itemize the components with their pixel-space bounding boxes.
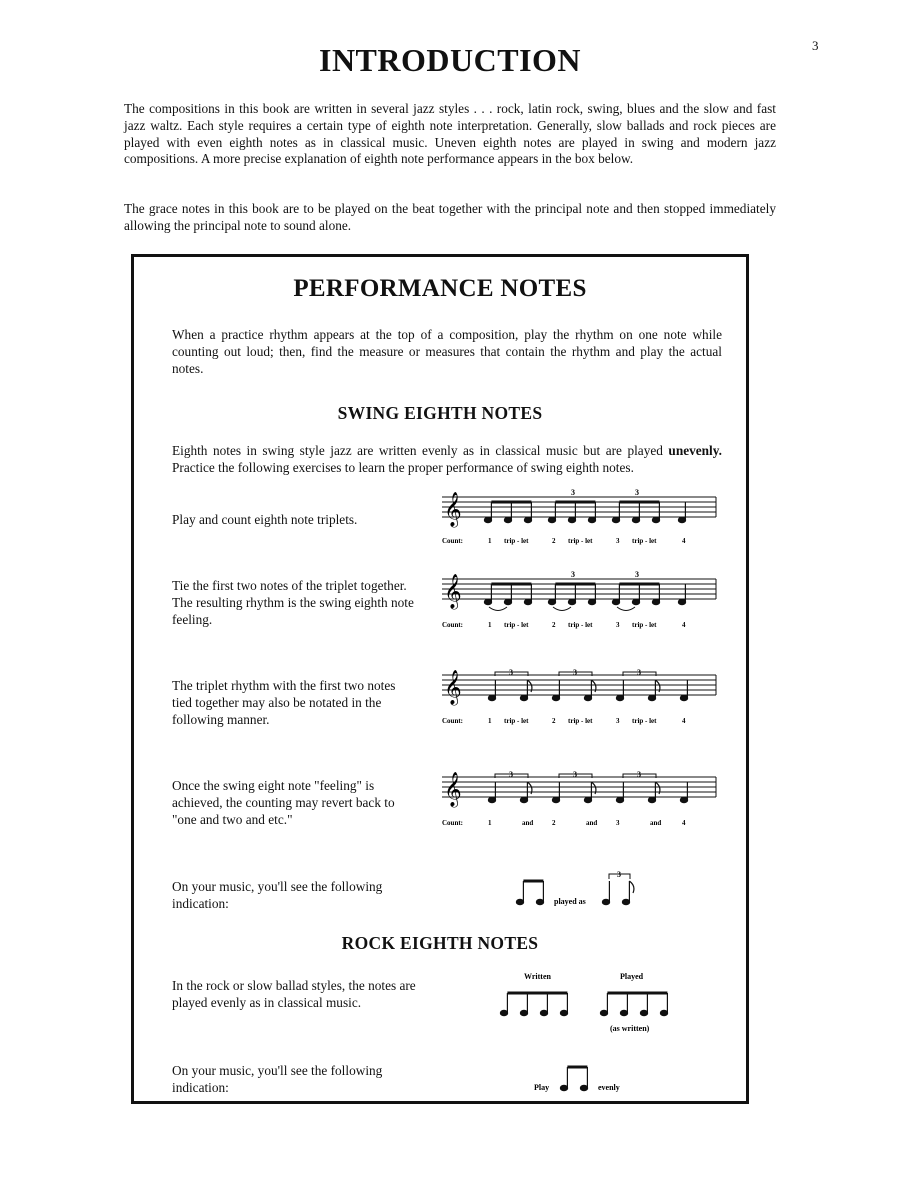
rock-text: In the rock or slow ballad styles, the notes are played evenly as in classical music. xyxy=(172,978,416,1010)
treble-clef-icon: 𝄞 xyxy=(444,671,462,704)
triplet-number: 3 xyxy=(635,571,639,579)
count-1: 1 xyxy=(488,537,492,545)
count-3: 3 xyxy=(616,621,620,629)
played-as-label: played as xyxy=(554,897,586,906)
intro-paragraph-1: The compositions in this book are written in several jazz styles . . . rock, latin rock, swing, blues and the slow and fast jazz waltz. Each style requires a certain type of eighth note interpretation. Generally, slow ballads and rock pieces are played with even eighth notes as in classical music. Uneven eighth notes are played in swing and modern jazz compositions. A more precise explanation of eighth note performance appears in the box below. xyxy=(124,101,776,167)
eighth-note-pair-icon xyxy=(560,1067,587,1091)
written-eighth-notes xyxy=(500,993,567,1016)
count-4: 4 xyxy=(682,819,686,827)
rock-written-played-notation xyxy=(498,969,688,1039)
count-1: 1 xyxy=(488,717,492,725)
count-2: 2 xyxy=(552,717,556,725)
count-trip-let: trip - let xyxy=(568,537,593,545)
rock-heading: ROCK EIGHTH NOTES xyxy=(341,933,539,953)
count-trip-let: trip - let xyxy=(632,537,657,545)
intro-paragraph-2: The grace notes in this book are to be played on the beat together with the principal note and then stopped immediately allowing the principal note to sound alone. xyxy=(124,201,776,233)
count-label: Count: xyxy=(442,717,464,725)
swing-indication-text: On your music, you'll see the following indication: xyxy=(172,879,383,911)
swing-example-4-text: Once the swing eight note "feeling" is achieved, the counting may revert back to "one and two and etc." xyxy=(172,778,395,827)
swing-example-2-notation xyxy=(442,571,726,633)
written-label: Written xyxy=(524,972,551,981)
count-trip-let: trip - let xyxy=(504,537,529,545)
triplet-number: 3 xyxy=(509,668,513,677)
treble-clef-icon: 𝄞 xyxy=(444,493,462,526)
treble-clef-icon: 𝄞 xyxy=(444,773,462,806)
count-2: 2 xyxy=(552,621,556,629)
count-3: 3 xyxy=(616,819,620,827)
staff xyxy=(442,777,716,797)
triplet-number: 3 xyxy=(571,571,575,579)
performance-notes-title: PERFORMANCE NOTES xyxy=(293,275,587,302)
as-written-label: (as written) xyxy=(610,1024,650,1033)
staff xyxy=(442,579,716,599)
triplet-number: 3 xyxy=(617,870,621,879)
played-eighth-notes xyxy=(600,993,667,1016)
count-2: 2 xyxy=(552,819,556,827)
swing-example-1-notation xyxy=(442,489,726,551)
count-label: Count: xyxy=(442,819,464,827)
staff xyxy=(442,675,716,695)
swing-intro xyxy=(172,443,722,477)
eighth-note-pair-icon xyxy=(516,881,543,905)
played-label: Played xyxy=(620,972,644,981)
count-trip-let: trip - let xyxy=(568,621,593,629)
swing-heading: SWING EIGHTH NOTES xyxy=(337,403,543,423)
triplet-number: 3 xyxy=(573,770,577,779)
swing-example-1-text: Play and count eighth note triplets. xyxy=(172,512,358,527)
count-3: 3 xyxy=(616,717,620,725)
rock-indication-notation xyxy=(532,1057,652,1097)
triplet-number: 3 xyxy=(571,489,575,497)
count-trip-let: trip - let xyxy=(568,717,593,725)
swing-example-2-text: Tie the first two notes of the triplet together. The resulting rhythm is the swing eighth note feeling. xyxy=(172,578,414,627)
count-trip-let: trip - let xyxy=(504,621,529,629)
swing-example-3-notation xyxy=(442,667,726,729)
triplet-number: 3 xyxy=(509,770,513,779)
swing-example-3-text: The triplet rhythm with the first two notes tied together may also be notated in the following manner. xyxy=(172,678,396,727)
rock-indication-text: On your music, you'll see the following indication: xyxy=(172,1063,383,1095)
triplet-number: 3 xyxy=(573,668,577,677)
count-trip-let: trip - let xyxy=(632,621,657,629)
count-and: and xyxy=(522,819,534,827)
count-1: 1 xyxy=(488,621,492,629)
count-and: and xyxy=(586,819,598,827)
swing-example-4-notation xyxy=(442,769,726,831)
staff xyxy=(442,497,716,517)
swing-indication-notation xyxy=(514,869,654,911)
count-trip-let: trip - let xyxy=(504,717,529,725)
count-4: 4 xyxy=(682,621,686,629)
play-label: Play xyxy=(534,1083,550,1092)
treble-clef-icon: 𝄞 xyxy=(444,575,462,608)
count-4: 4 xyxy=(682,717,686,725)
count-label: Count: xyxy=(442,621,464,629)
swing-intro-text-1: Eighth notes in swing style jazz are written evenly as in classical music but are played xyxy=(172,443,663,458)
count-3: 3 xyxy=(616,537,620,545)
page-number: 3 xyxy=(812,38,819,53)
count-1: 1 xyxy=(488,819,492,827)
evenly-label: evenly xyxy=(598,1083,620,1092)
swing-intro-bold: unevenly. xyxy=(668,443,722,458)
triplet-number: 3 xyxy=(637,770,641,779)
count-label: Count: xyxy=(442,537,464,545)
triplet-number: 3 xyxy=(635,489,639,497)
count-trip-let: trip - let xyxy=(632,717,657,725)
swing-intro-text-2: Practice the following exercises to learn the proper performance of swing eighth notes. xyxy=(172,459,634,475)
count-2: 2 xyxy=(552,537,556,545)
triplet-number: 3 xyxy=(637,668,641,677)
count-4: 4 xyxy=(682,537,686,545)
tie-arcs xyxy=(489,607,635,611)
page-title: INTRODUCTION xyxy=(318,42,582,78)
performance-notes-box xyxy=(131,254,749,1104)
count-and: and xyxy=(650,819,662,827)
performance-notes-intro: When a practice rhythm appears at the top of a composition, play the rhythm on one note while counting out loud; then, find the measure or measures that contain the rhythm and play the actual notes. xyxy=(172,327,722,376)
